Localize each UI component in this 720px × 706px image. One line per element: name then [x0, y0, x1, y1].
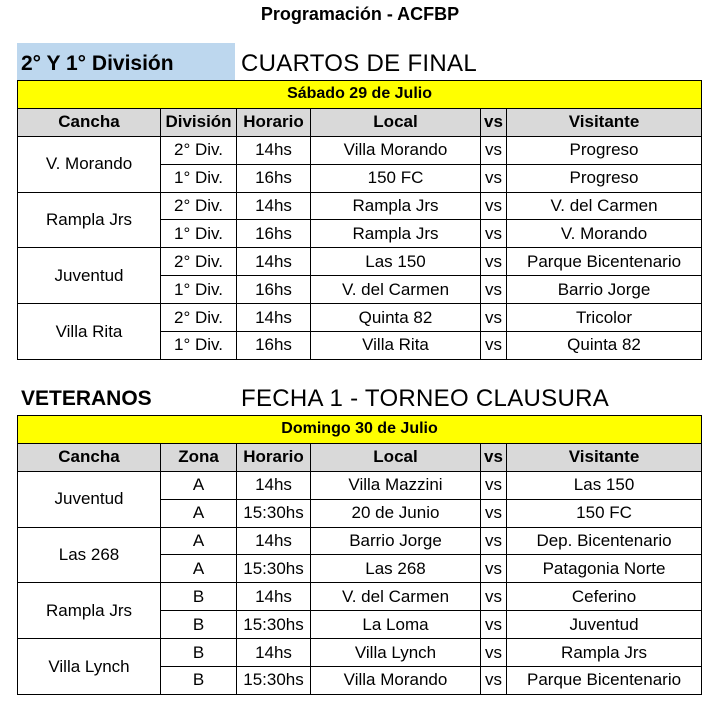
section-label: 2° Y 1° División — [17, 43, 235, 80]
time-cell: 14hs — [237, 471, 311, 499]
vs-cell: vs — [481, 499, 507, 527]
vs-cell: vs — [481, 667, 507, 695]
schedule-body — [18, 81, 702, 360]
visitor-header: Visitante — [507, 443, 702, 471]
table-row — [18, 471, 702, 499]
local-team-cell: Las 150 — [311, 248, 481, 276]
division-cell: B — [161, 639, 237, 667]
division-cell: A — [161, 527, 237, 555]
vs-cell: vs — [481, 304, 507, 332]
section-label: VETERANOS — [21, 387, 152, 410]
visitor-team-cell: Ceferino — [507, 583, 702, 611]
cancha-cell: Rampla Jrs — [18, 583, 161, 639]
division-cell: A — [161, 555, 237, 583]
time-cell: 14hs — [237, 527, 311, 555]
cancha-header: Cancha — [18, 108, 161, 136]
match-date: Domingo 30 de Julio — [18, 416, 702, 444]
section-divisions — [17, 43, 701, 360]
time-cell: 15:30hs — [237, 667, 311, 695]
time-cell: 16hs — [237, 276, 311, 304]
vs-cell: vs — [481, 220, 507, 248]
date-row — [18, 416, 702, 444]
division-header: Zona — [161, 443, 237, 471]
division-cell: 1° Div. — [161, 332, 237, 360]
division-cell: 1° Div. — [161, 220, 237, 248]
local-team-cell: Quinta 82 — [311, 304, 481, 332]
local-team-cell: Villa Morando — [311, 136, 481, 164]
table-row — [18, 639, 702, 667]
division-cell: B — [161, 667, 237, 695]
local-header: Local — [311, 108, 481, 136]
cancha-cell: Rampla Jrs — [18, 192, 161, 248]
vs-cell: vs — [481, 248, 507, 276]
time-cell: 14hs — [237, 192, 311, 220]
local-header: Local — [311, 443, 481, 471]
time-header: Horario — [237, 443, 311, 471]
local-team-cell: V. del Carmen — [311, 276, 481, 304]
cancha-cell: Las 268 — [18, 527, 161, 583]
vs-header: vs — [481, 443, 507, 471]
table-row — [18, 248, 702, 276]
time-cell: 15:30hs — [237, 499, 311, 527]
local-team-cell: 20 de Junio — [311, 499, 481, 527]
vs-cell: vs — [481, 164, 507, 192]
division-cell: 1° Div. — [161, 164, 237, 192]
local-team-cell: Villa Morando — [311, 667, 481, 695]
time-cell: 15:30hs — [237, 611, 311, 639]
division-cell: 2° Div. — [161, 192, 237, 220]
vs-cell: vs — [481, 583, 507, 611]
division-cell: 2° Div. — [161, 136, 237, 164]
cancha-cell: Juventud — [18, 248, 161, 304]
visitor-team-cell: Las 150 — [507, 471, 702, 499]
division-cell: A — [161, 499, 237, 527]
division-header: División — [161, 108, 237, 136]
vs-cell: vs — [481, 639, 507, 667]
time-cell: 14hs — [237, 248, 311, 276]
header-row — [18, 443, 702, 471]
section-header — [17, 378, 701, 415]
vs-cell: vs — [481, 192, 507, 220]
date-row — [18, 81, 702, 109]
section-subtitle: FECHA 1 - TORNEO CLAUSURA — [241, 385, 610, 412]
schedule-table — [17, 80, 702, 360]
time-cell: 16hs — [237, 220, 311, 248]
visitor-team-cell: Rampla Jrs — [507, 639, 702, 667]
local-team-cell: La Loma — [311, 611, 481, 639]
time-cell: 14hs — [237, 639, 311, 667]
visitor-team-cell: Parque Bicentenario — [507, 248, 702, 276]
local-team-cell: V. del Carmen — [311, 583, 481, 611]
local-team-cell: Rampla Jrs — [311, 192, 481, 220]
time-cell: 15:30hs — [237, 555, 311, 583]
local-team-cell: Rampla Jrs — [311, 220, 481, 248]
visitor-team-cell: Tricolor — [507, 304, 702, 332]
table-row — [18, 583, 702, 611]
table-row — [18, 304, 702, 332]
cancha-cell: Villa Lynch — [18, 639, 161, 695]
cancha-cell: Villa Rita — [18, 304, 161, 360]
header-row — [18, 108, 702, 136]
visitor-team-cell: 150 FC — [507, 499, 702, 527]
local-team-cell: 150 FC — [311, 164, 481, 192]
section-veterans — [17, 378, 701, 695]
match-date: Sábado 29 de Julio — [18, 81, 702, 109]
visitor-team-cell: V. del Carmen — [507, 192, 702, 220]
time-header: Horario — [237, 108, 311, 136]
time-cell: 16hs — [237, 332, 311, 360]
division-cell: B — [161, 583, 237, 611]
visitor-header: Visitante — [507, 108, 702, 136]
section-subtitle: CUARTOS DE FINAL — [241, 50, 477, 77]
schedule-body — [18, 416, 702, 695]
local-team-cell: Villa Lynch — [311, 639, 481, 667]
vs-cell: vs — [481, 471, 507, 499]
local-team-cell: Las 268 — [311, 555, 481, 583]
visitor-team-cell: Quinta 82 — [507, 332, 702, 360]
local-team-cell: Barrio Jorge — [311, 527, 481, 555]
time-cell: 14hs — [237, 304, 311, 332]
time-cell: 16hs — [237, 164, 311, 192]
cancha-header: Cancha — [18, 443, 161, 471]
division-cell: 2° Div. — [161, 304, 237, 332]
cancha-cell: V. Morando — [18, 136, 161, 192]
division-cell: B — [161, 611, 237, 639]
visitor-team-cell: Patagonia Norte — [507, 555, 702, 583]
time-cell: 14hs — [237, 583, 311, 611]
cancha-cell: Juventud — [18, 471, 161, 527]
vs-cell: vs — [481, 527, 507, 555]
table-row — [18, 527, 702, 555]
vs-cell: vs — [481, 332, 507, 360]
division-cell: A — [161, 471, 237, 499]
vs-header: vs — [481, 108, 507, 136]
table-row — [18, 192, 702, 220]
visitor-team-cell: Progreso — [507, 136, 702, 164]
time-cell: 14hs — [237, 136, 311, 164]
table-row — [18, 136, 702, 164]
visitor-team-cell: Progreso — [507, 164, 702, 192]
page-title: Programación - ACFBP — [260, 4, 460, 24]
vs-cell: vs — [481, 276, 507, 304]
division-cell: 2° Div. — [161, 248, 237, 276]
visitor-team-cell: Juventud — [507, 611, 702, 639]
visitor-team-cell: V. Morando — [507, 220, 702, 248]
visitor-team-cell: Barrio Jorge — [507, 276, 702, 304]
local-team-cell: Villa Mazzini — [311, 471, 481, 499]
section-header — [17, 43, 701, 80]
vs-cell: vs — [481, 136, 507, 164]
vs-cell: vs — [481, 611, 507, 639]
vs-cell: vs — [481, 555, 507, 583]
local-team-cell: Villa Rita — [311, 332, 481, 360]
division-cell: 1° Div. — [161, 276, 237, 304]
visitor-team-cell: Dep. Bicentenario — [507, 527, 702, 555]
visitor-team-cell: Parque Bicentenario — [507, 667, 702, 695]
schedule-table — [17, 415, 702, 695]
